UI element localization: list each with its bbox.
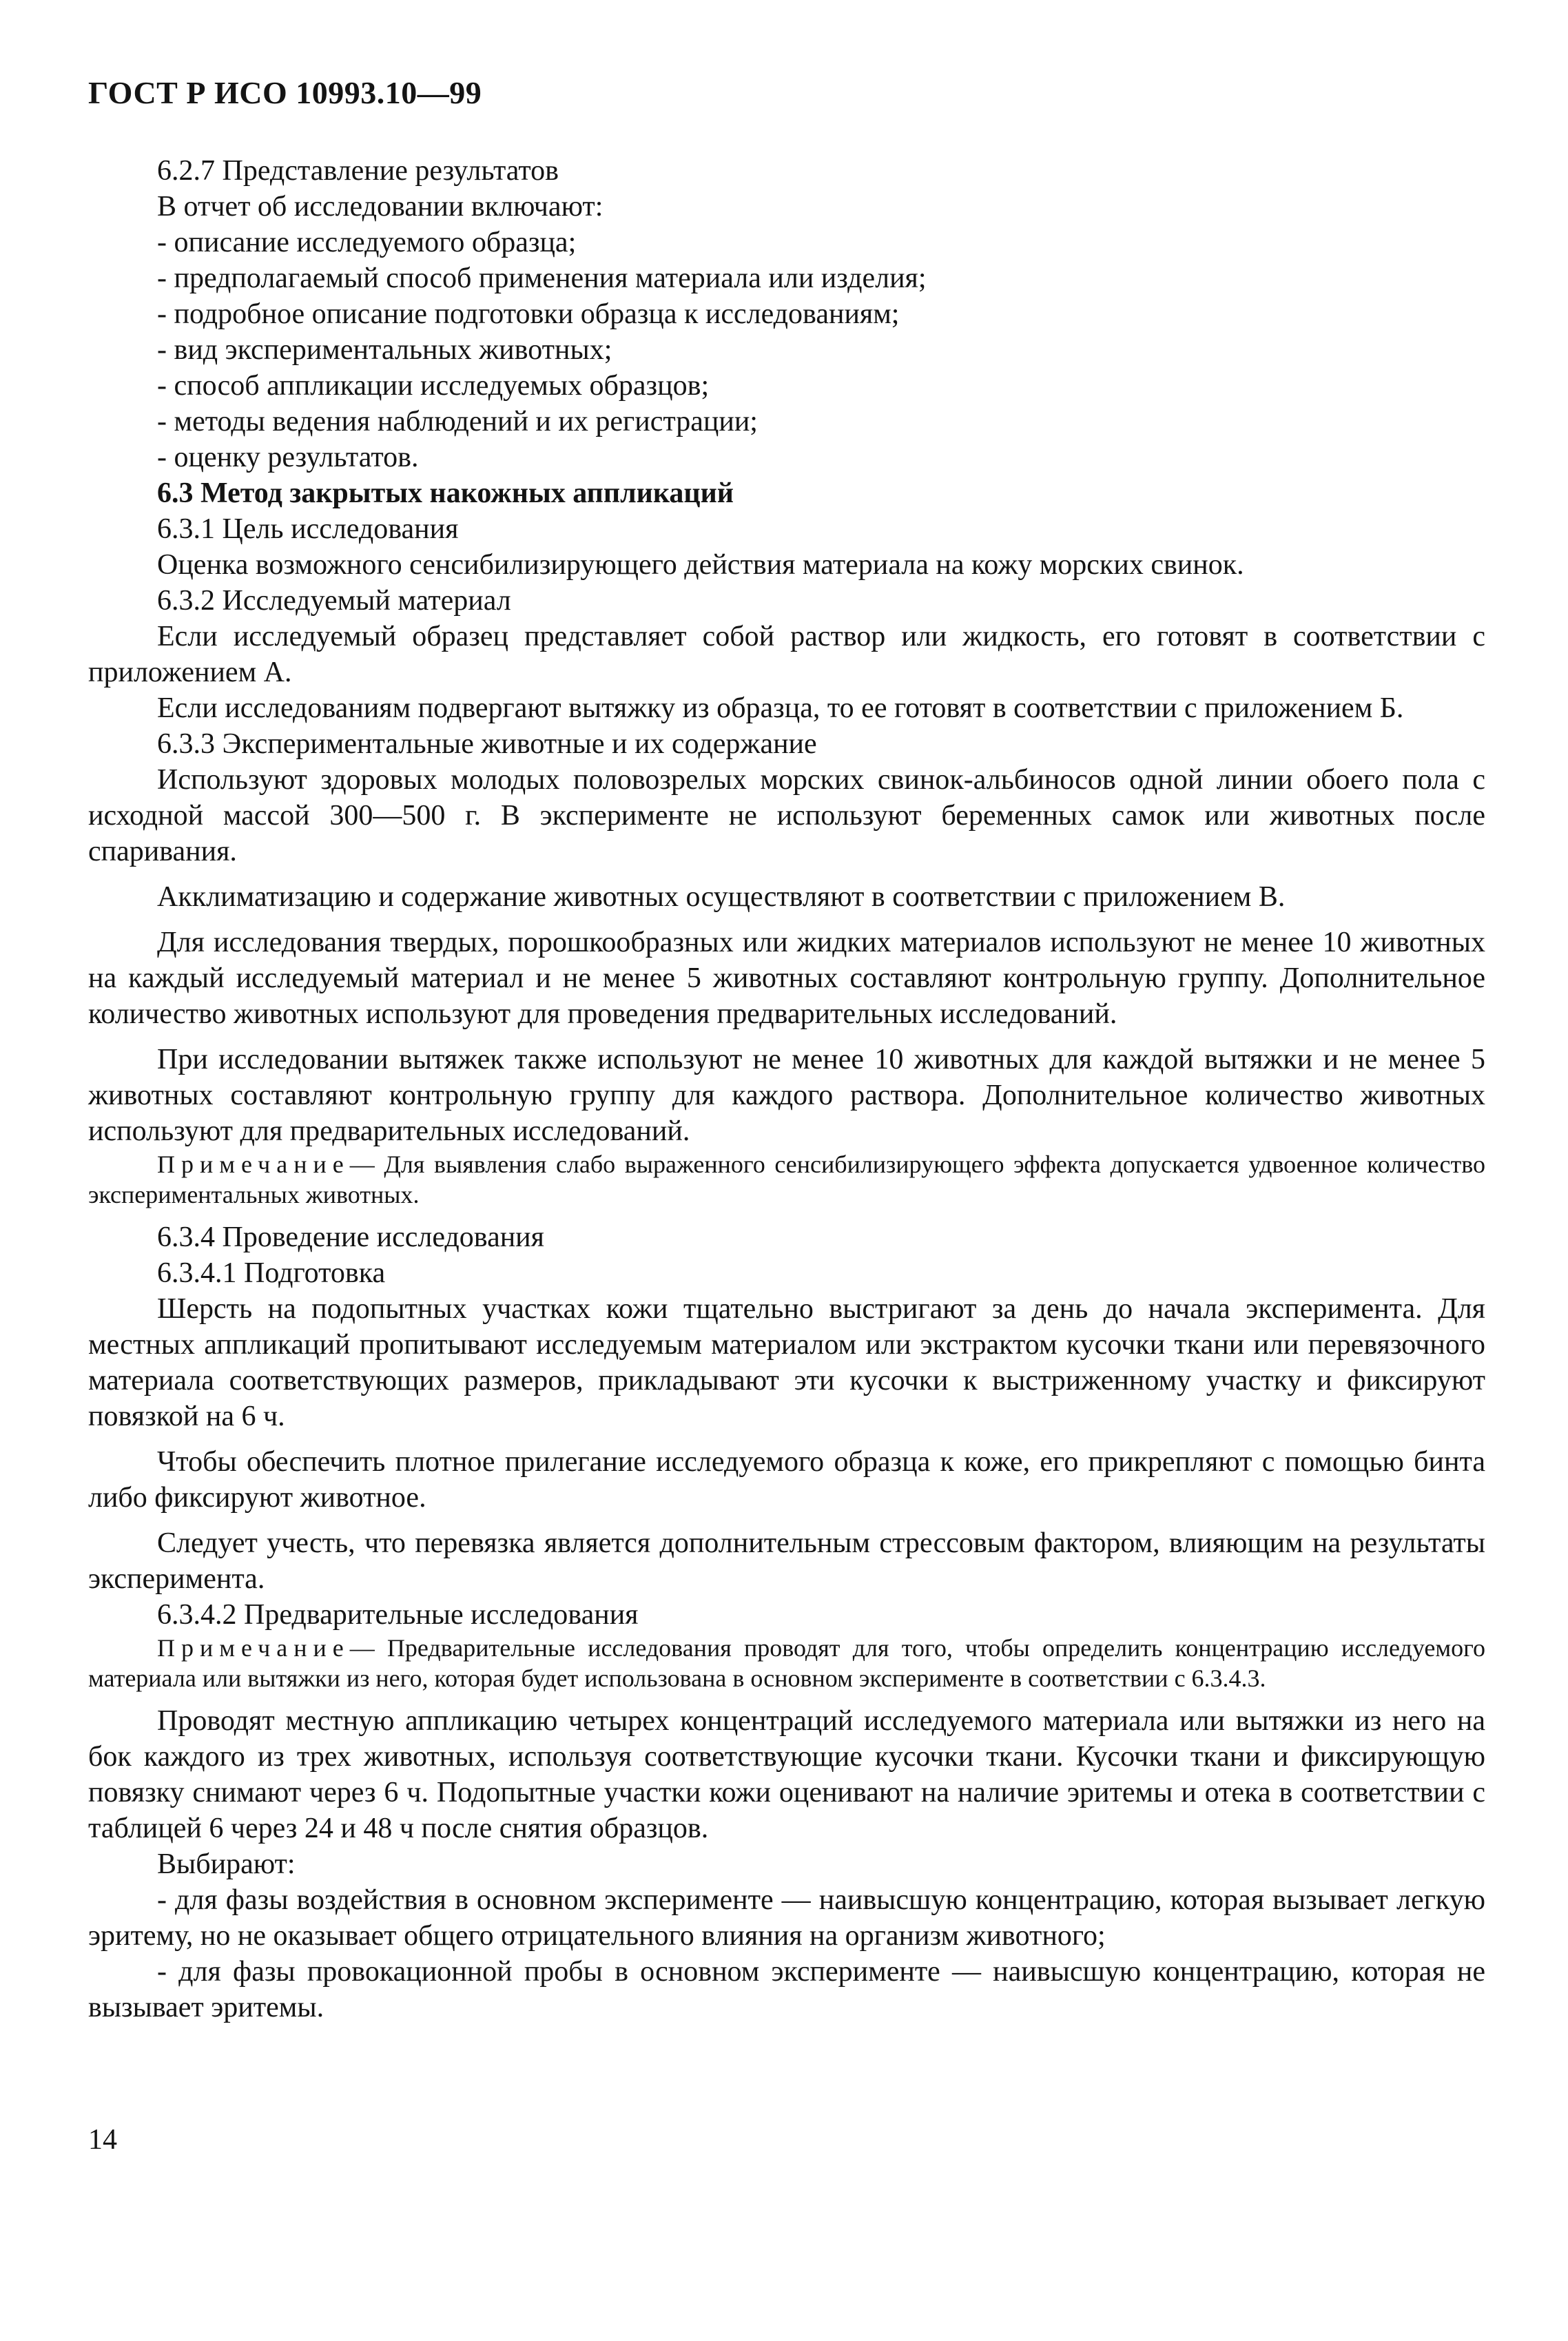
paragraph: Выбирают: <box>157 1848 296 1880</box>
note-label: Примечание <box>157 1151 350 1178</box>
paragraph: Проводят местную аппликацию четырех концентраций исследуемого материала или вытяжки из него на бок каждого из трех животных, используя соответствующие кусочки ткани. Кусочки ткани и фиксирующую повязку снимают через 6 ч. Подопытные участки кожи оценивают на наличие эритемы и отека в соответствии с таблицей 6 через 24 и 48 ч после снятия образцов. <box>88 1705 1485 1844</box>
paragraph: Шерсть на подопытных участках кожи тщательно выстригают за день до начала эксперимента. Для местных аппликаций пропитывают исследуемым материалом или экстрактом кусочки ткани или перевязочного материала соответствующих размеров, прикладывают эти кусочки к выстриженному участку и фиксируют повязкой на 6 ч. <box>88 1293 1485 1432</box>
paragraph: При исследовании вытяжек также используют не менее 10 животных для каждой вытяжки и не менее 5 животных составляют контрольную группу для каждого раствора. Дополнительное количество животных используют для предварительных исследований. <box>88 1044 1485 1147</box>
section-title-6-3-3: 6.3.3 Экспериментальные животные и их содержание <box>157 728 817 760</box>
list-item: - вид экспериментальных животных; <box>157 334 612 366</box>
document-body <box>88 153 1485 2025</box>
note-label: Примечание <box>157 1634 350 1662</box>
paragraph: Если исследованиям подвергают вытяжку из образца, то ее готовят в соответствии с приложением Б. <box>157 692 1404 724</box>
note <box>88 1149 1485 1210</box>
paragraph: Акклиматизацию и содержание животных осуществляют в соответствии с приложением В. <box>157 881 1286 913</box>
report-intro: В отчет об исследовании включают: <box>157 191 604 223</box>
paragraph: Если исследуемый образец представляет собой раствор или жидкость, его готовят в соответствии с приложением А. <box>88 621 1485 688</box>
list-item: - способ аппликации исследуемых образцов; <box>157 370 710 402</box>
section-title-6-3-4-2: 6.3.4.2 Предварительные исследования <box>157 1599 639 1631</box>
list-item: - оценку результатов. <box>157 442 419 473</box>
paragraph: - для фазы воздействия в основном эксперименте — наивысшую концентрацию, которая вызывает легкую эритему, но не оказывает общего отрицательного влияния на организм животного; <box>88 1884 1485 1952</box>
paragraph: Оценка возможного сенсибилизирующего действия материала на кожу морских свинок. <box>157 549 1244 581</box>
paragraph: Чтобы обеспечить плотное прилегание исследуемого образца к коже, его прикрепляют с помощью бинта либо фиксируют животное. <box>88 1446 1485 1514</box>
paragraph: Для исследования твердых, порошкообразных или жидких материалов используют не менее 10 животных на каждый исследуемый материал и не менее 5 животных составляют контрольную группу. Дополнительное количество животных используют для проведения предварительных исследований. <box>88 927 1485 1030</box>
section-title-6-3-4: 6.3.4 Проведение исследования <box>157 1221 544 1253</box>
paragraph: - для фазы провокационной пробы в основном эксперименте — наивысшую концентрацию, которая не вызывает эритемы. <box>88 1956 1485 2023</box>
list-item: - подробное описание подготовки образца к исследованиям; <box>157 298 900 330</box>
section-title-6-3-1: 6.3.1 Цель исследования <box>157 513 459 545</box>
section-title-6-2-7: 6.2.7 Представление результатов <box>157 155 559 187</box>
section-title-6-3-4-1: 6.3.4.1 Подготовка <box>157 1257 386 1289</box>
list-item: - описание исследуемого образца; <box>157 227 577 258</box>
note-text: — Для выявления слабо выраженного сенсибилизирующего эффекта допускается удвоенное количество экспериментальных животных. <box>88 1151 1485 1208</box>
section-title-6-3: 6.3 Метод закрытых накожных аппликаций <box>157 477 734 509</box>
note-text: — Предварительные исследования проводят для того, чтобы определить концентрацию исследуемого материала или вытяжки из него, которая будет использована в основном эксперименте в соответствии с 6.3.4.3. <box>88 1634 1485 1692</box>
list-item: - методы ведения наблюдений и их регистрации; <box>157 406 758 437</box>
list-item: - предполагаемый способ применения материала или изделия; <box>157 262 927 294</box>
paragraph: Используют здоровых молодых половозрелых морских свинок-альбиносов одной линии обоего пола с исходной массой 300—500 г. В эксперименте не используют беременных самок или животных после спаривания. <box>88 764 1485 867</box>
paragraph: Следует учесть, что перевязка является дополнительным стрессовым фактором, влияющим на результаты эксперимента. <box>88 1527 1485 1595</box>
document-header: ГОСТ Р ИСО 10993.10—99 <box>88 75 482 110</box>
page-number: 14 <box>88 2124 117 2156</box>
note <box>88 1633 1485 1693</box>
section-title-6-3-2: 6.3.2 Исследуемый материал <box>157 585 511 617</box>
